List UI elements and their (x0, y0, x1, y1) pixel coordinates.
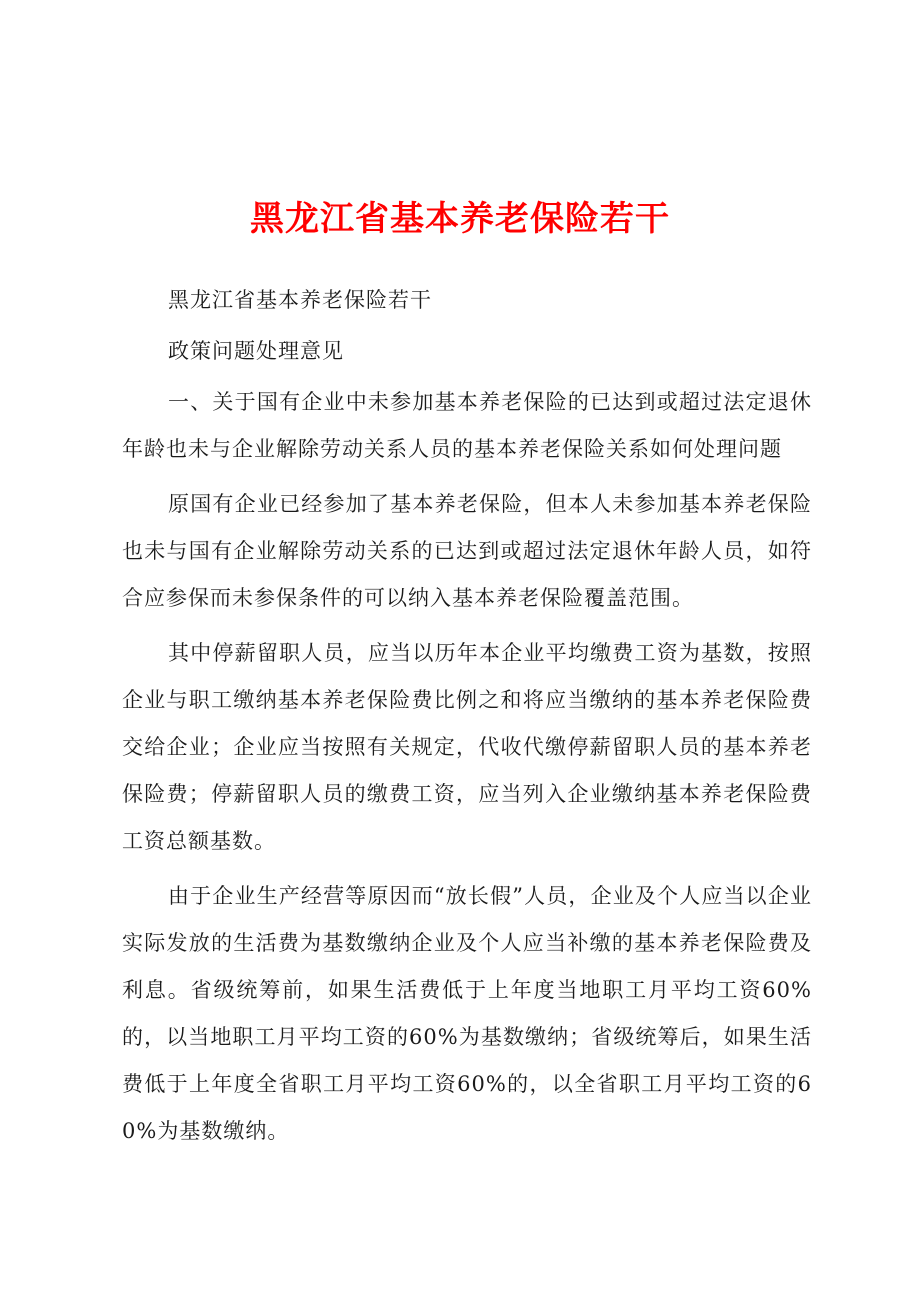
paragraph-body: 原国有企业已经参加了基本养老保险，但本人未参加基本养老保险也未与国有企业解除劳动关系的已达到或超过法定退休年龄人员，如符合应参保而未参保条件的可以纳入基本养老保险覆盖范围。 (122, 492, 812, 610)
document-body (122, 277, 812, 1155)
paragraph-subtitle-line-2: 政策问题处理意见 (168, 339, 344, 363)
paragraph-body: 其中停薪留职人员，应当以历年本企业平均缴费工资为基数，按照企业与职工缴纳基本养老保险费比例之和将应当缴纳的基本养老保险费交给企业；企业应当按照有关规定，代收代缴停薪留职人员的基本养老保险费；停薪留职人员的缴费工资，应当列入企业缴纳基本养老保险费工资总额基数。 (122, 641, 812, 853)
document-title: 黑龙江省基本养老保险若干 (250, 199, 670, 239)
paragraph-subtitle-line-1: 黑龙江省基本养老保险若干 (168, 288, 432, 312)
paragraph-section-heading: 一、关于国有企业中未参加基本养老保险的已达到或超过法定退休年龄也未与企业解除劳动关系人员的基本养老保险关系如何处理问题 (122, 390, 812, 461)
paragraph-body: 由于企业生产经营等原因而“放长假”人员，企业及个人应当以企业实际发放的生活费为基数缴纳企业及个人应当补缴的基本养老保险费及利息。省级统筹前，如果生活费低于上年度当地职工月平均工资60%的，以当地职工月平均工资的60%为基数缴纳；省级统筹后，如果生活费低于上年度全省职工月平均工资60%的，以全省职工月平均工资的60%为基数缴纳。 (122, 884, 812, 1143)
